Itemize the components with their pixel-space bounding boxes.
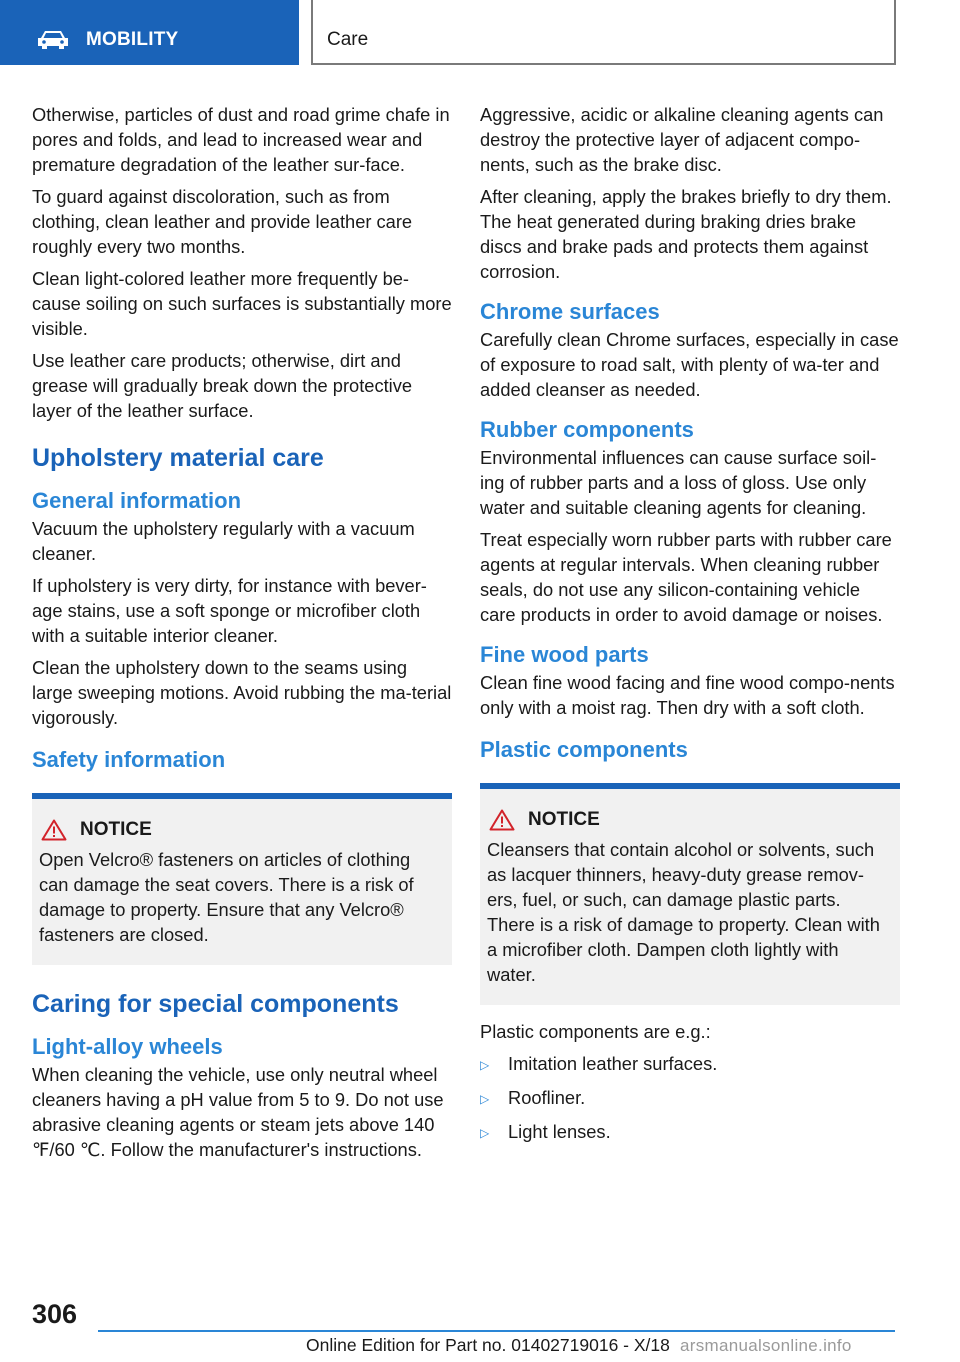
heading-fine-wood-parts: Fine wood parts	[480, 642, 649, 667]
notice-title: NOTICE	[80, 819, 152, 840]
paragraph: Clean the upholstery down to the seams using large sweeping motions. Avoid rubbing the ma-terial vigorously.	[32, 657, 452, 728]
heading-upholstery: Upholstery material care	[32, 444, 324, 472]
paragraph: After cleaning, apply the brakes briefly to dry them. The heat generated during braking dries brake discs and brake pads and protects them against corrosion.	[480, 186, 892, 282]
page-number: 306	[32, 1299, 78, 1329]
paragraph: When cleaning the vehicle, use only neutral wheel cleaners having a pH value from 5 to 9. Do not use abrasive cleaning agents or steam jets above 140 ℉/60 ℃. Follow the manufacturer's instructions.	[32, 1064, 444, 1160]
notice-title: NOTICE	[528, 809, 600, 830]
paragraph: Vacuum the upholstery regularly with a vacuum cleaner.	[32, 518, 415, 564]
paragraph: If upholstery is very dirty, for instance with bever-age stains, use a soft sponge or microfiber cloth with a suitable interior cleaner.	[32, 575, 427, 646]
paragraph: To guard against discoloration, such as from clothing, clean leather and provide leather care roughly every two months.	[32, 186, 413, 257]
paragraph: Use leather care products; otherwise, dirt and grease will gradually break down the protective layer of the leather surface.	[32, 350, 413, 421]
notice-text: Cleansers that contain alcohol or solvents, such as lacquer thinners, heavy-duty grease remov-ers, fuel, or such, can damage plastic parts. There is a risk of damage to property. Clean with a microfiber cloth. Dampen cloth lightly with water.	[487, 839, 880, 985]
triangle-bullet-icon: ▷	[480, 1092, 490, 1106]
heading-light-alloy-wheels: Light-alloy wheels	[32, 1034, 223, 1059]
heading-special-components: Caring for special components	[32, 990, 399, 1018]
chapter-tab[interactable]	[311, 0, 896, 65]
list-item: ▷ Roofliner.	[480, 1085, 900, 1112]
right-column	[480, 102, 900, 1153]
heading-chrome-surfaces: Chrome surfaces	[480, 299, 660, 324]
chapter-title: Care	[327, 29, 369, 50]
watermark: arsmanualsonline.info	[680, 1336, 852, 1355]
paragraph: Environmental influences can cause surface soil-ing of rubber parts and a loss of gloss. Use only water and suitable cleaning agents for cleaning.	[480, 447, 877, 518]
paragraph: Clean fine wood facing and fine wood compo-nents only with a moist rag. Then dry with a soft cloth.	[480, 672, 895, 718]
heading-general-information: General information	[32, 488, 242, 513]
heading-safety-information: Safety information	[32, 747, 226, 772]
paragraph: Treat especially worn rubber parts with rubber care agents at regular intervals. When cleaning rubber seals, do not use any silicon-containing vehicle care products in order to avoid damage or noises.	[480, 529, 892, 625]
section-tab[interactable]	[0, 0, 299, 65]
car-icon	[36, 29, 70, 51]
notice-box	[32, 793, 452, 965]
paragraph: Aggressive, acidic or alkaline cleaning agents can destroy the protective layer of adjacent compo-nents, such as the brake disc.	[480, 104, 884, 175]
footer-divider	[98, 1330, 895, 1332]
heading-rubber-components: Rubber components	[480, 417, 694, 442]
notice-box	[480, 783, 900, 1005]
triangle-bullet-icon: ▷	[480, 1058, 490, 1072]
triangle-bullet-icon: ▷	[480, 1126, 490, 1140]
bullet-list	[480, 1051, 900, 1146]
list-item: ▷ Light lenses.	[480, 1119, 900, 1146]
paragraph: Clean light-colored leather more frequently be-cause soiling on such surfaces is substantially more visible.	[32, 268, 452, 339]
notice-text: Open Velcro® fasteners on articles of clothing can damage the seat covers. There is a risk of damage to property. Ensure that any Velcro® fasteners are closed.	[39, 849, 414, 945]
warning-icon	[489, 809, 515, 831]
left-column	[32, 102, 452, 1169]
edition-text: Online Edition for Part no. 01402719016 - X/18	[306, 1335, 670, 1355]
paragraph: Otherwise, particles of dust and road grime chafe in pores and folds, and lead to increased wear and premature degradation of the leather sur-face.	[32, 104, 450, 175]
warning-icon	[41, 819, 67, 841]
heading-plastic-components: Plastic components	[480, 737, 688, 762]
section-title: MOBILITY	[86, 29, 179, 50]
paragraph: Carefully clean Chrome surfaces, especially in case of exposure to road salt, with plenty of wa-ter and added cleanser as needed.	[480, 329, 899, 400]
paragraph: Plastic components are e.g.:	[480, 1021, 711, 1042]
list-item: ▷ Imitation leather surfaces.	[480, 1051, 900, 1078]
